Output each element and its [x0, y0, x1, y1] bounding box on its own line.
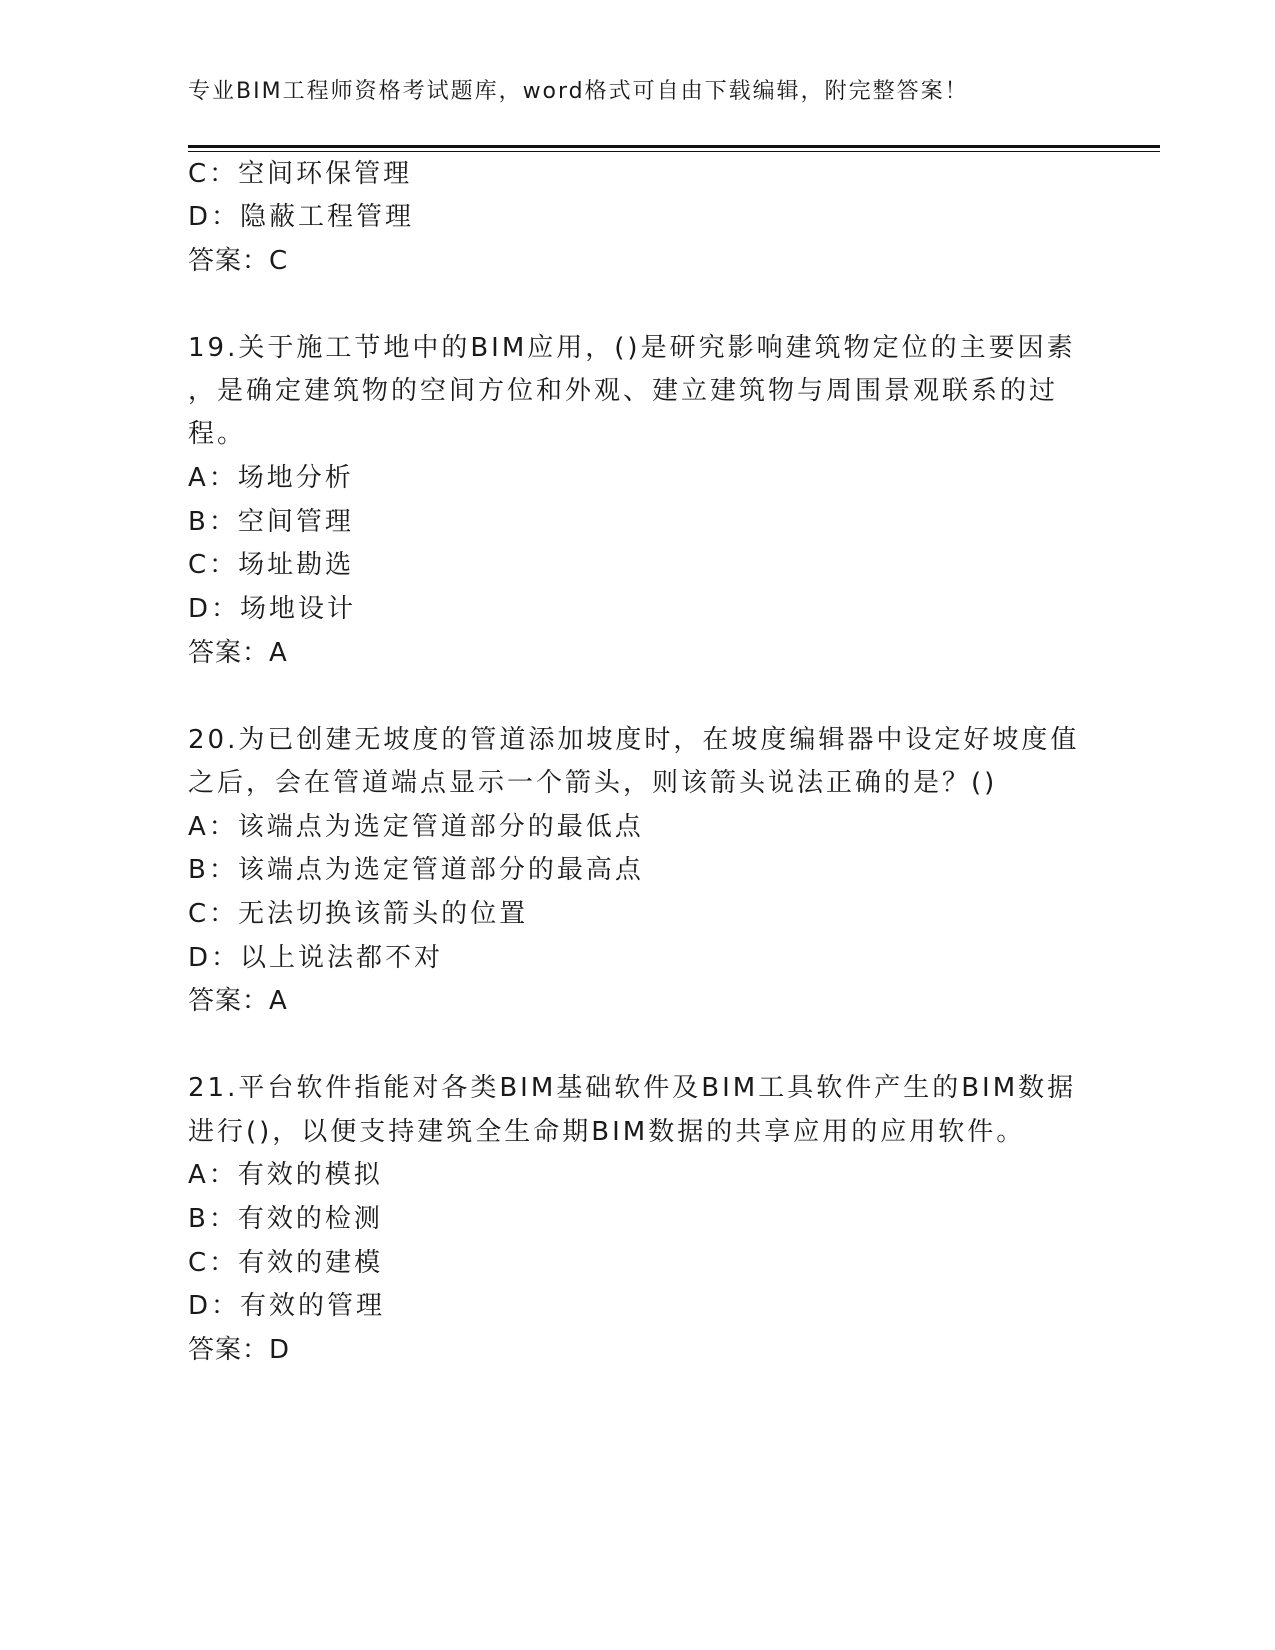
q20-option-c: C：无法切换该箭头的位置: [188, 899, 529, 929]
q20-stem-line-2: 之后，会在管道端点显示一个箭头，则该箭头说法正确的是？(): [188, 768, 998, 798]
q21-stem-line-2: 进行()，以便支持建筑全生命期BIM数据的共享应用的应用软件。: [188, 1117, 1026, 1147]
header-divider-thin: [188, 151, 1160, 152]
q21-option-c: C：有效的建模: [188, 1248, 384, 1278]
q19-stem-line-1: 19.关于施工节地中的BIM应用，()是研究影响建筑物定位的主要因素: [188, 333, 1076, 363]
header-divider: [188, 145, 1160, 148]
q21-stem-line-1: 21.平台软件指能对各类BIM基础软件及BIM工具软件产生的BIM数据: [188, 1073, 1077, 1103]
prev-option-c: C：空间环保管理: [188, 159, 413, 189]
q19-stem-line-2: ，是确定建筑物的空间方位和外观、建立建筑物与周围景观联系的过: [188, 376, 1059, 406]
prev-answer: 答案：C: [188, 246, 289, 276]
q20-option-d: D：以上说法都不对: [188, 943, 444, 973]
q20-option-a: A：该端点为选定管道部分的最低点: [188, 812, 644, 842]
q19-option-b: B：空间管理: [188, 507, 354, 537]
q20-option-b: B：该端点为选定管道部分的最高点: [188, 855, 644, 885]
page-header: 专业BIM工程师资格考试题库，word格式可自由下载编辑，附完整答案！: [188, 79, 969, 104]
q19-stem-line-3: 程。: [188, 419, 247, 449]
q21-option-d: D：有效的管理: [188, 1291, 386, 1321]
q21-answer: 答案：D: [188, 1335, 291, 1365]
q21-option-a: A：有效的模拟: [188, 1160, 383, 1190]
q21-option-b: B：有效的检测: [188, 1204, 383, 1234]
q20-answer: 答案：A: [188, 986, 288, 1016]
q19-option-d: D：场地设计: [188, 594, 357, 624]
q20-stem-line-1: 20.为已创建无坡度的管道添加坡度时，在坡度编辑器中设定好坡度值: [188, 725, 1080, 755]
q19-option-a: A：场地分析: [188, 463, 354, 493]
prev-option-d: D：隐蔽工程管理: [188, 202, 415, 232]
q19-option-c: C：场址勘选: [188, 550, 355, 580]
q19-answer: 答案：A: [188, 638, 288, 668]
